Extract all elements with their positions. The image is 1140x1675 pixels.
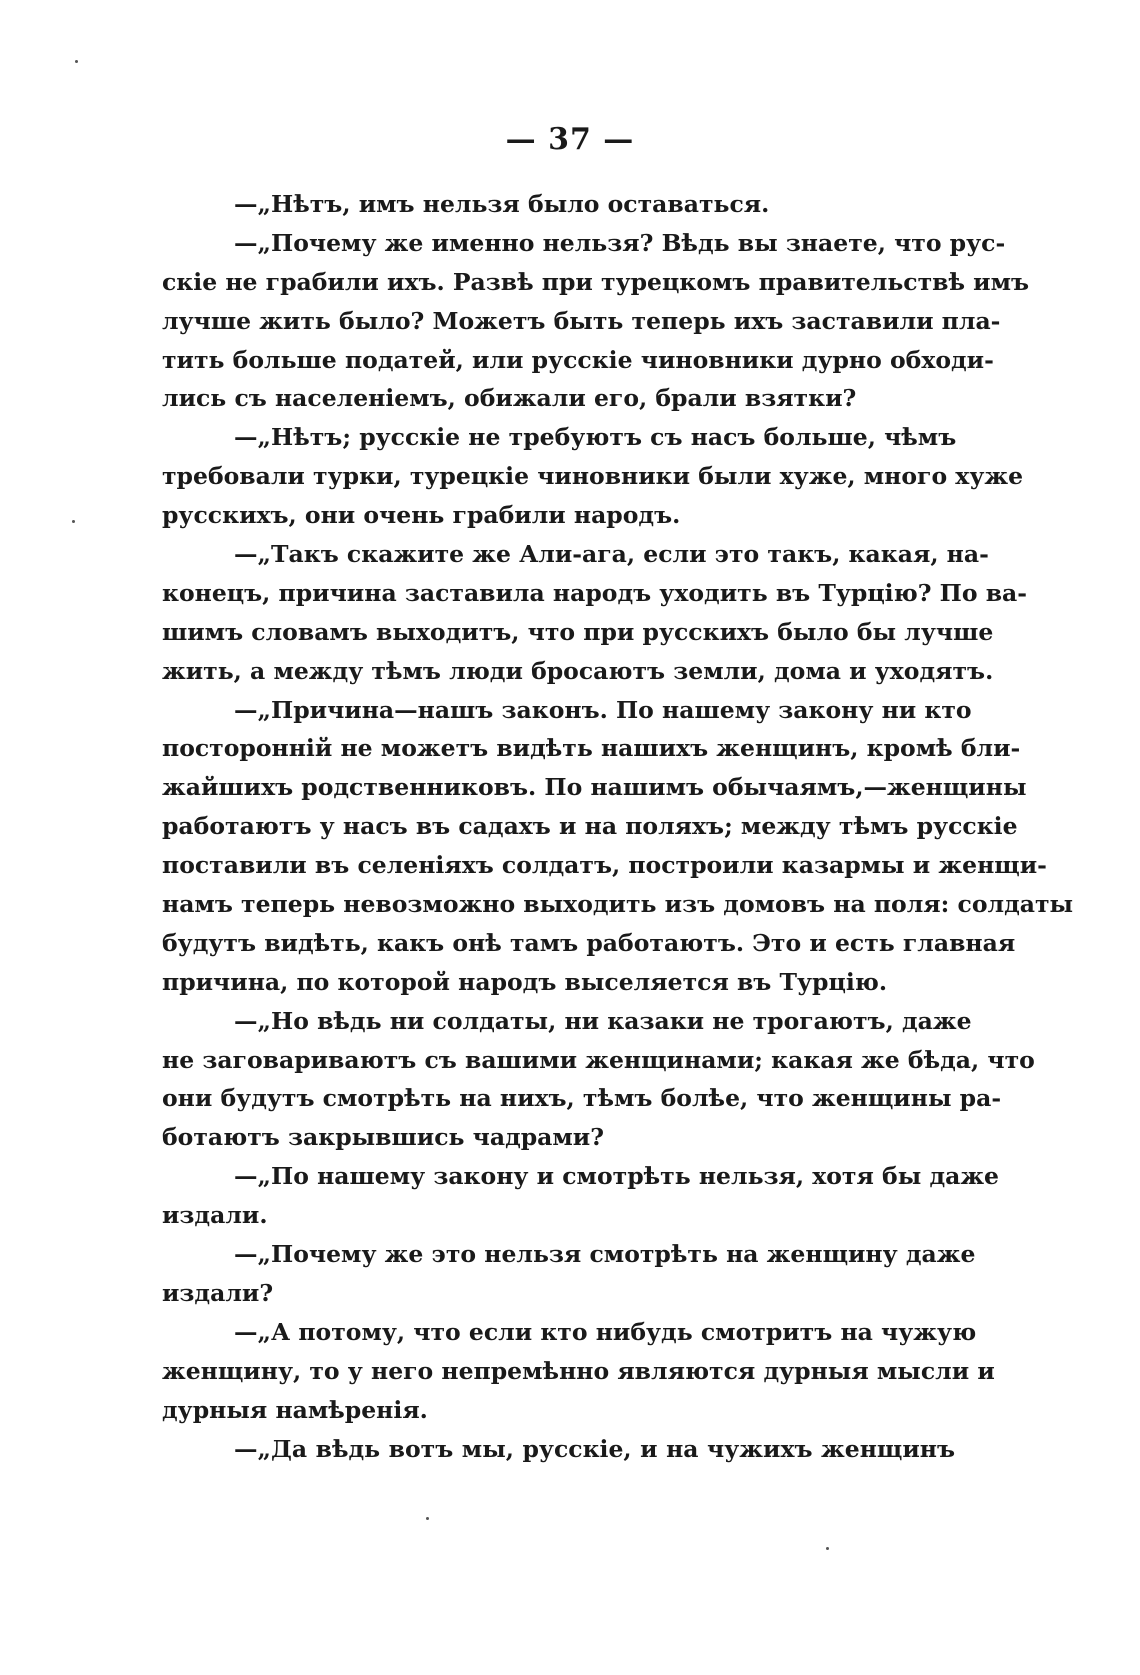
print-speck — [75, 60, 78, 63]
print-speck — [826, 1547, 829, 1550]
text-line: посторонній не можетъ видѣть нашихъ женщинъ, кромѣ бли- — [162, 734, 1021, 763]
text-line: намъ теперь невозможно выходить изъ домовъ на поля: солдаты — [162, 890, 1074, 919]
text-line: жайшихъ родственниковъ. По нашимъ обычаямъ,—женщины — [162, 773, 1027, 802]
print-speck — [426, 1517, 429, 1520]
text-line: скіе не грабили ихъ. Развѣ при турецкомъ правительствѣ имъ — [162, 267, 1030, 296]
text-line: —„Нѣтъ, имъ нельзя было оставаться. — [234, 190, 770, 218]
text-line: требовали турки, турецкіе чиновники были хуже, много хуже — [162, 462, 1024, 491]
text-line: шимъ словамъ выходитъ, что при русскихъ было бы лучше — [162, 617, 994, 646]
text-line: —„По нашему закону и смотрѣть нельзя, хотя бы даже — [234, 1162, 1000, 1191]
text-line: —„А потому, что если кто нибудь смотритъ на чужую — [234, 1317, 977, 1346]
text-line: конецъ, причина заставила народъ уходить въ Турцію? По ва- — [162, 578, 1028, 607]
print-speck — [72, 520, 75, 523]
text-line: дурныя намѣренія. — [162, 1395, 428, 1424]
text-line: тить больше податей, или русскіе чиновники дурно обходи- — [162, 345, 994, 374]
text-line: —„Нѣтъ; русскіе не требуютъ съ насъ больше, чѣмъ — [234, 423, 957, 452]
text-line: жить, а между тѣмъ люди бросаютъ земли, дома и уходятъ. — [162, 656, 994, 685]
text-line: ботаютъ закрывшись чадрами? — [162, 1123, 605, 1152]
text-line: лись съ населеніемъ, обижали его, брали взятки? — [162, 384, 857, 413]
text-line: —„Такъ скажите же Али-ага, если это такъ, какая, на- — [234, 540, 989, 569]
text-line: —„Причина—нашъ законъ. По нашему закону ни кто — [234, 695, 972, 724]
text-line: —„Но вѣдь ни солдаты, ни казаки не трогаютъ, даже — [234, 1006, 972, 1035]
text-line: причина, по которой народъ выселяется въ Турцію. — [162, 967, 888, 996]
text-line: они будутъ смотрѣть на нихъ, тѣмъ болѣе, что женщины ра- — [162, 1084, 1002, 1113]
text-line: издали? — [162, 1278, 274, 1307]
text-line: поставили въ селеніяхъ солдатъ, построили казармы и женщи- — [162, 851, 1047, 880]
text-line: будутъ видѣть, какъ онѣ тамъ работаютъ. Это и есть главная — [162, 928, 1016, 957]
text-line: не заговариваютъ съ вашими женщинами; какая же бѣда, что — [162, 1045, 1035, 1074]
text-line: лучше жить было? Можетъ быть теперь ихъ заставили пла- — [162, 306, 1001, 335]
text-line: —„Почему же именно нельзя? Вѣдь вы знаете, что рус- — [234, 228, 1006, 257]
text-line: работаютъ у насъ въ садахъ и на поляхъ; между тѣмъ русскіе — [162, 812, 1018, 841]
text-line: женщину, то у него непремѣнно являются дурныя мысли и — [162, 1356, 995, 1385]
text-line: —„Да вѣдь вотъ мы, русскіе, и на чужихъ женщинъ — [234, 1434, 955, 1463]
text-line: русскихъ, они очень грабили народъ. — [162, 501, 681, 530]
page-number: — 37 — — [505, 122, 635, 157]
text-line: издали. — [162, 1201, 268, 1230]
body-text — [162, 185, 1074, 1468]
text-line: —„Почему же это нельзя смотрѣть на женщину даже — [234, 1240, 976, 1269]
